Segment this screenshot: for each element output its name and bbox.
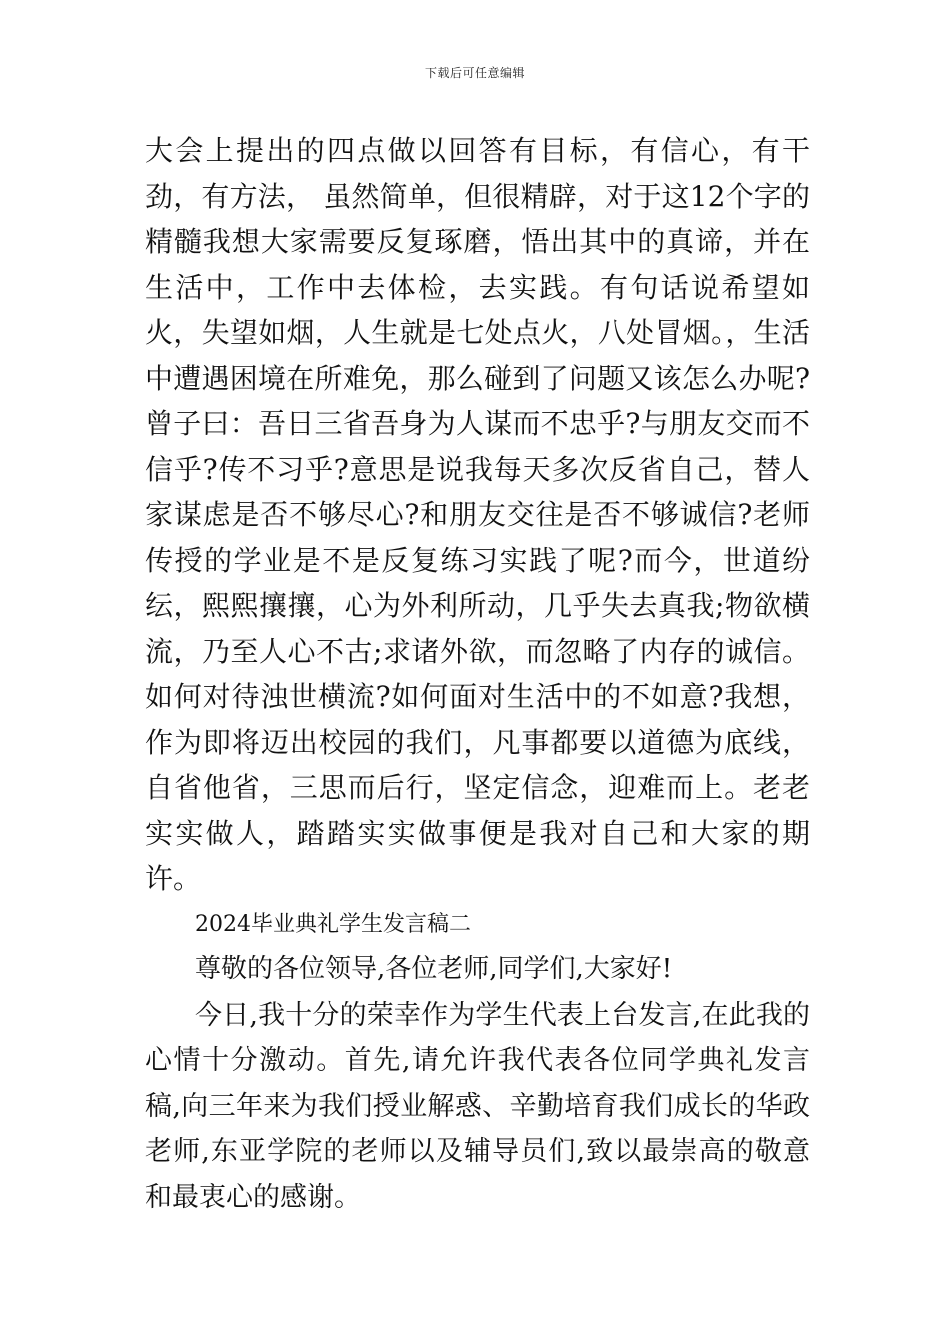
document-body (145, 128, 810, 1220)
paragraph-body-2: 今日,我十分的荣幸作为学生代表上台发言,在此我的心情十分激动。首先,请允许我代表各位同学典礼发言稿,向三年来为我们授业解惑、辛勤培育我们成长的华政老师,东亚学院的老师以及辅导员们,致以最崇高的敬意和最衷心的感谢。 (145, 999, 810, 1213)
page-header: 下载后可任意编辑 (424, 66, 525, 80)
salutation-line: 尊敬的各位领导,各位老师,同学们,大家好! (195, 954, 673, 984)
paragraph-body-1: 大会上提出的四点做以回答有目标，有信心，有干劲，有方法， 虽然简单，但很精辟，对于这12个字的精髓我想大家需要反复琢磨，悟出其中的真谛，并在生活中，工作中去体检，去实践。有句话说希望如火，失望如烟，人生就是七处点火，八处冒烟。，生活中遭遇困境在所难免，那么碰到了问题又该怎么办呢?曾子曰：吾日三省吾身为人谋而不忠乎?与朋友交而不信乎?传不习乎?意思是说我每天多次反省自己，替人家谋虑是否不够尽心?和朋友交往是否不够诚信?老师传授的学业是不是反复练习实践了呢?而今，世道纷纭，熙熙攘攘，心为外利所动，几乎失去真我;物欲横流，乃至人心不古;求诸外欲，而忽略了内存的诚信。如何对待浊世横流?如何面对生活中的不如意?我想，作为即将迈出校园的我们，凡事都要以道德为底线，自省他省，三思而后行，坚定信念，迎难而上。老老实实做人，踏踏实实做事便是我对自己和大家的期许。 (145, 134, 810, 895)
section-heading: 2024毕业典礼学生发言稿二 (195, 911, 471, 937)
